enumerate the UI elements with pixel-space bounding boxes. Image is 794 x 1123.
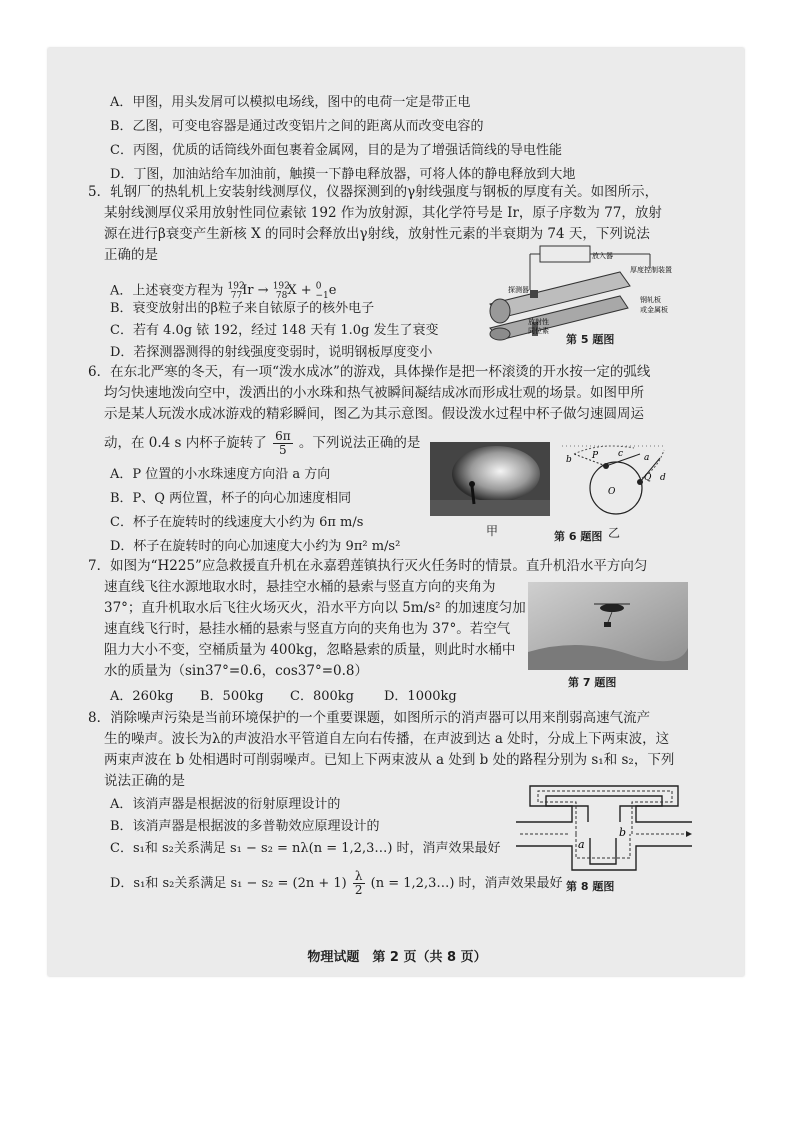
q6-label-jia: 甲 <box>486 524 499 538</box>
q5-label-metal-plate: 或金属板 <box>640 306 668 314</box>
q8-stem-line: 8．消除噪声污染是当前环境保护的一个重要课题，如图所示的消声器可以用来削弱高速气流产 <box>88 710 651 726</box>
q6-stem <box>88 362 708 425</box>
q5-option-a-prefix: A．上述衰变方程为 <box>110 283 224 299</box>
page-footer: 物理试题 第 2 页（共 8 页） <box>307 950 487 965</box>
q5-figure-caption: 第 5 题图 <box>566 333 615 346</box>
q7-option-c: C．800kg <box>290 689 354 704</box>
q5-label-placer: 放入器 <box>592 252 613 260</box>
q6-stem-line: 均匀快速地泼向空中，泼洒出的小水珠和热气被瞬间凝结成冰而形成壮观的场景。如图甲所 <box>104 385 644 401</box>
q8-stem-line: 生的噪声。波长为λ的声波沿水平管道自左向右传播，在声波到达 a 处时，分成上下两束波，这 <box>104 731 670 747</box>
q5-label-isotope: 同位素 <box>528 327 549 335</box>
q6-label-yi: 乙 <box>608 526 621 540</box>
q8-muffler-diagram <box>516 782 692 874</box>
q6-photo-jia <box>430 442 550 516</box>
q7-option-d: D．1000kg <box>384 689 457 704</box>
q5-stem-line: 5．轧钢厂的热轧机上安装射线测厚仪，仪器探测到的γ射线强度与钢板的厚度有关。如图所示， <box>88 184 659 200</box>
q4-option-a: A．甲图，用头发屑可以模拟电场线，图中的电荷一定是带正电 <box>110 95 471 110</box>
q7-photo-helicopter <box>528 582 688 670</box>
q6-stem-line: 示是某人玩泼水成冰游戏的精彩瞬间，图乙为其示意图。假设泼水过程中杯子做匀速圆周运 <box>104 406 644 422</box>
q8-fraction-numerator: λ <box>353 870 365 884</box>
q5-stem-line: 正确的是 <box>104 247 158 263</box>
q6-option-a: A．P 位置的小水珠速度方向沿 a 方向 <box>110 467 331 482</box>
q8-figure-caption: 第 8 题图 <box>566 880 615 893</box>
q6-label-p: P <box>592 451 599 461</box>
q5-option-b: B．衰变放射出的β粒子来自铱原子的核外电子 <box>110 301 375 316</box>
q6-option-d: D．杯子在旋转时的向心加速度大小约为 9π² m/s² <box>110 539 401 554</box>
q8-option-c: C．s₁和 s₂关系满足 s₁ − s₂ = nλ(n = 1,2,3…) 时，消声效果最好 <box>110 841 501 856</box>
q6-option-c: C．杯子在旋转时的线速度大小约为 6π m/s <box>110 515 364 530</box>
q6-label-o: O <box>608 487 616 497</box>
q7-stem-line: 7．如图为“H225”应急救援直升机在永嘉碧莲镇执行灭火任务时的情景。直升机沿水平方向匀 <box>88 558 648 574</box>
q6-stem-last-post: 。下列说法正确的是 <box>298 435 421 451</box>
q5-label-steel-plate: 钢轧板 <box>640 296 661 304</box>
q6-stem-last <box>104 430 464 457</box>
q5-figure-rolling-mill <box>480 242 700 342</box>
q6-fraction-numerator: 6π <box>275 429 291 443</box>
q7-stem-line: 速直线飞往水源地取水时，悬挂空水桶的悬索与竖直方向的夹角为 <box>104 579 496 595</box>
decay-equation: $^{192}_{77}$Ir → $^{192}_{78}$X + $^0_{-1}$e <box>227 282 337 301</box>
q6-label-c: c <box>618 449 624 459</box>
q5-stem-line: 源在进行β衰变产生新核 X 的同时会释放出γ射线，放射性元素的半衰期为 74 天，下列说法 <box>104 226 650 242</box>
q7-figure-caption: 第 7 题图 <box>568 676 617 689</box>
q7-option-b: B．500kg <box>200 689 264 704</box>
q8-option-d-post: (n = 1,2,3…) 时，消声效果最好 <box>370 876 563 891</box>
q8-stem-line: 两束声波在 b 处相遇时可削弱噪声。已知上下两束波从 a 处到 b 处的路程分别为 s₁和 s₂，下列 <box>104 752 675 768</box>
q6-stem-last-pre: 动，在 0.4 s 内杯子旋转了 <box>104 435 267 451</box>
q5-option-d: D．若探测器测得的射线强度变弱时，说明钢板厚度变小 <box>110 345 433 360</box>
q4-option-c: C．丙图，优质的话筒线外面包裹着金属网，目的是为了增强话筒线的导电性能 <box>110 143 562 158</box>
q6-diagram-yi <box>560 438 672 524</box>
q5-label-radioactive: 放射性 <box>528 318 549 326</box>
q6-fraction <box>273 430 293 457</box>
q7-stem-line: 37°；直升机取水后飞往火场灭火，沿水平方向以 5m/s² 的加速度匀加 <box>104 600 526 616</box>
q8-label-a: a <box>578 838 585 851</box>
q6-fraction-denominator: 5 <box>279 443 287 457</box>
q6-label-a: a <box>644 453 650 463</box>
q7-stem-line: 速直线飞行时，悬挂水桶的悬索与竖直方向的夹角也为 37°。若空气 <box>104 621 511 637</box>
q6-label-d: d <box>660 473 666 483</box>
q8-label-b: b <box>619 826 627 839</box>
q8-option-d-pre: D．s₁和 s₂关系满足 s₁ − s₂ = (2n + 1) <box>110 876 347 891</box>
q8-option-b: B．该消声器是根据波的多普勒效应原理设计的 <box>110 819 380 834</box>
q7-option-a: A．260kg <box>110 689 174 704</box>
q7-stem-line: 水的质量为（sin37°=0.6，cos37°=0.8） <box>104 663 368 679</box>
q5-stem-line: 某射线测厚仪采用放射性同位素铱 192 作为放射源，其化学符号是 Ir，原子序数为 77，放射 <box>104 205 662 221</box>
q5-label-thickness-control: 厚度控制装置 <box>630 266 672 274</box>
q4-option-b: B．乙图，可变电容器是通过改变铝片之间的距离从而改变电容的 <box>110 119 484 134</box>
q6-option-b: B．P、Q 两位置，杯子的向心加速度相同 <box>110 491 352 506</box>
q8-stem-line: 说法正确的是 <box>104 773 185 789</box>
q5-option-c: C．若有 4.0g 铱 192，经过 148 天有 1.0g 发生了衰变 <box>110 323 439 338</box>
q7-stem-line: 阻力大小不变，空桶质量为 400kg，忽略悬索的质量，则此时水桶中 <box>104 642 516 658</box>
q8-fraction-denominator: 2 <box>354 883 363 897</box>
q6-stem-line: 6．在东北严寒的冬天，有一项“泼水成冰”的游戏，具体操作是把一杯滚烫的开水按一定的弧线 <box>88 364 651 380</box>
q8-stem <box>88 708 708 792</box>
q6-label-q: Q <box>644 473 652 483</box>
q6-figure-caption: 第 6 题图 <box>554 530 603 543</box>
q6-label-b: b <box>566 455 572 465</box>
q5-label-detector: 探测器 <box>508 286 529 294</box>
q8-option-d-fraction <box>353 870 365 897</box>
q4-option-d: D．丁图，加油站给车加油前，触摸一下静电释放器，可将人体的静电释放到大地 <box>110 167 576 182</box>
q8-option-d <box>110 870 563 897</box>
q8-option-a: A．该消声器是根据波的衍射原理设计的 <box>110 797 341 812</box>
